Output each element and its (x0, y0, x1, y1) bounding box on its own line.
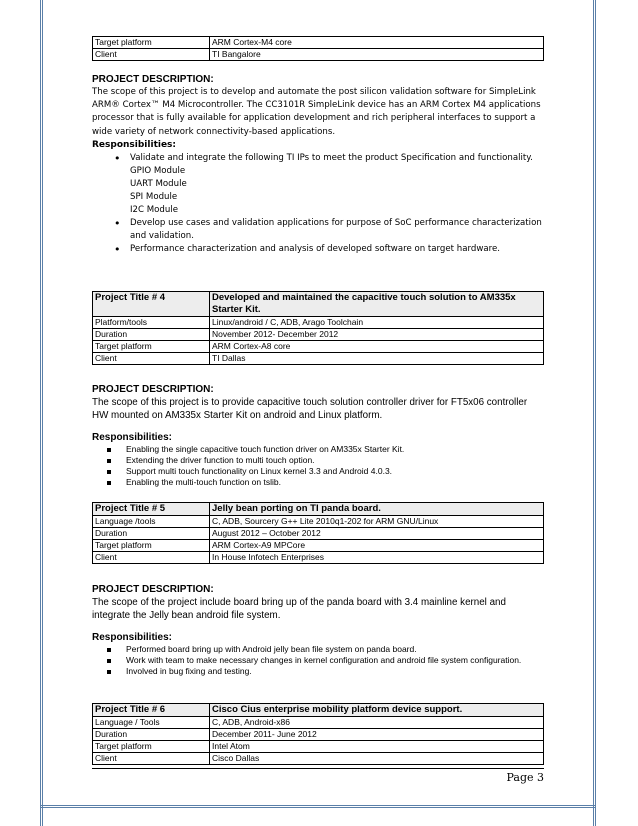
table-row (93, 353, 544, 365)
row-label: Target platform (93, 540, 210, 552)
row-value: November 2012- December 2012 (210, 329, 544, 341)
table-row (93, 341, 544, 353)
list-item: Enabling the multi-touch function on tslib. (126, 477, 544, 488)
top-info-table (92, 36, 544, 61)
project-title-label: Project Title # 5 (93, 503, 210, 516)
project3-section (92, 73, 544, 256)
row-value: In House Infotech Enterprises (210, 552, 544, 564)
row-value: August 2012 – October 2012 (210, 528, 544, 540)
row-value: Linux/android / C, ADB, Arago Toolchain (210, 317, 544, 329)
row-value: Cisco Dallas (210, 753, 544, 765)
row-label: Duration (93, 528, 210, 540)
project-description-text: The scope of the project include board bring up of the panda board with 3.4 mainline kernel and integrate the Jelly bean android file system. (92, 597, 506, 621)
table-row (93, 329, 544, 341)
list-item: • Performance characterization and analysis of developed software on target hardware. (130, 243, 544, 256)
project-title: Developed and maintained the capacitive touch solution to AM335x Starter Kit. (210, 292, 544, 317)
project-description-heading: PROJECT DESCRIPTION: (92, 384, 214, 395)
row-label: Target platform (93, 741, 210, 753)
row-value: ARM Cortex-A8 core (210, 341, 544, 353)
list-item: Performed board bring up with Android jelly bean file system on panda board. (126, 644, 544, 655)
project-title-row (93, 292, 544, 317)
row-label: Language / Tools (93, 717, 210, 729)
row-label: Platform/tools (93, 317, 210, 329)
project-title: Jelly bean porting on TI panda board. (210, 503, 544, 516)
row-label: Client (93, 552, 210, 564)
project6-table (92, 703, 544, 765)
list-item: Involved in bug fixing and testing. (126, 666, 544, 677)
table-row (93, 729, 544, 741)
row-label: Client (93, 753, 210, 765)
row-value: ARM Cortex-A9 MPCore (210, 540, 544, 552)
list-item: Work with team to make necessary changes in kernel configuration and android file system configuration. (126, 655, 544, 666)
row-label: Duration (93, 329, 210, 341)
table-row (93, 552, 544, 564)
row-value: TI Dallas (210, 353, 544, 365)
table-row (93, 540, 544, 552)
row-value: December 2011- June 2012 (210, 729, 544, 741)
project-description-heading: PROJECT DESCRIPTION: (92, 74, 214, 85)
responsibilities-heading: Responsibilities: (92, 632, 173, 643)
list-item: • Develop use cases and validation applications for purpose of SoC performance characterization and validation. (130, 217, 544, 243)
table-row (93, 753, 544, 765)
project-title-row (93, 503, 544, 516)
page-number: Page 3 (506, 771, 544, 784)
row-value: Intel Atom (210, 741, 544, 753)
project-title-label: Project Title # 6 (93, 704, 210, 717)
module-item: UART Module (130, 178, 187, 189)
table-row (93, 516, 544, 528)
row-label: Language /tools (93, 516, 210, 528)
table-row (93, 49, 544, 61)
project-description-text: The scope of this project is to develop and automate the post silicon validation software for SimpleLink ARM® Cortex™ M4 Microcontroller. The CC3101R SimpleLink device has an ARM Cortex M4 applications processor that is fully available for application development and rich peripheral interfaces to support a wide variety of network connectivity-based applications. (92, 87, 541, 137)
table-row (93, 741, 544, 753)
table-row (93, 317, 544, 329)
row-value: C, ADB, Android-x86 (210, 717, 544, 729)
project-title: Cisco Cius enterprise mobility platform device support. (210, 704, 544, 717)
list-item: Enabling the single capacitive touch function driver on AM335x Starter Kit. (126, 444, 544, 455)
row-label: Client (93, 49, 210, 61)
table-row (93, 717, 544, 729)
page-border-bottom (40, 805, 596, 808)
row-value: C, ADB, Sourcery G++ Lite 2010q1-202 for ARM GNU/Linux (210, 516, 544, 528)
project-title-row (93, 704, 544, 717)
row-label: Target platform (93, 341, 210, 353)
row-label: Duration (93, 729, 210, 741)
module-item: GPIO Module (130, 165, 186, 176)
table-row (93, 528, 544, 540)
project4-section (92, 383, 544, 488)
project-description-text: The scope of this project is to provide capacitive touch solution controller driver for FT5x06 controller HW mounted on AM335x Starter Kit on android and Linux platform. (92, 397, 528, 421)
list-item: Support multi touch functionality on Linux kernel 3.3 and Android 4.0.3. (126, 466, 544, 477)
page-footer (92, 768, 544, 787)
list-item: Extending the driver function to multi touch option. (126, 455, 544, 466)
project4-table (92, 291, 544, 365)
project-title-label: Project Title # 4 (93, 292, 210, 317)
row-value: TI Bangalore (210, 49, 544, 61)
row-value: ARM Cortex-M4 core (210, 37, 544, 49)
table-row (93, 37, 544, 49)
module-item: I2C Module (130, 204, 178, 215)
row-label: Client (93, 353, 210, 365)
project-description-heading: PROJECT DESCRIPTION: (92, 584, 214, 595)
project5-section (92, 583, 544, 677)
module-item: SPI Module (130, 191, 178, 202)
responsibilities-heading: Responsibilities: (92, 432, 173, 443)
list-item: • Validate and integrate the following TI IPs to meet the product Specification and functionality. (130, 152, 544, 165)
responsibilities-heading: Responsibilities: (92, 139, 177, 150)
project5-table (92, 502, 544, 564)
row-label: Target platform (93, 37, 210, 49)
